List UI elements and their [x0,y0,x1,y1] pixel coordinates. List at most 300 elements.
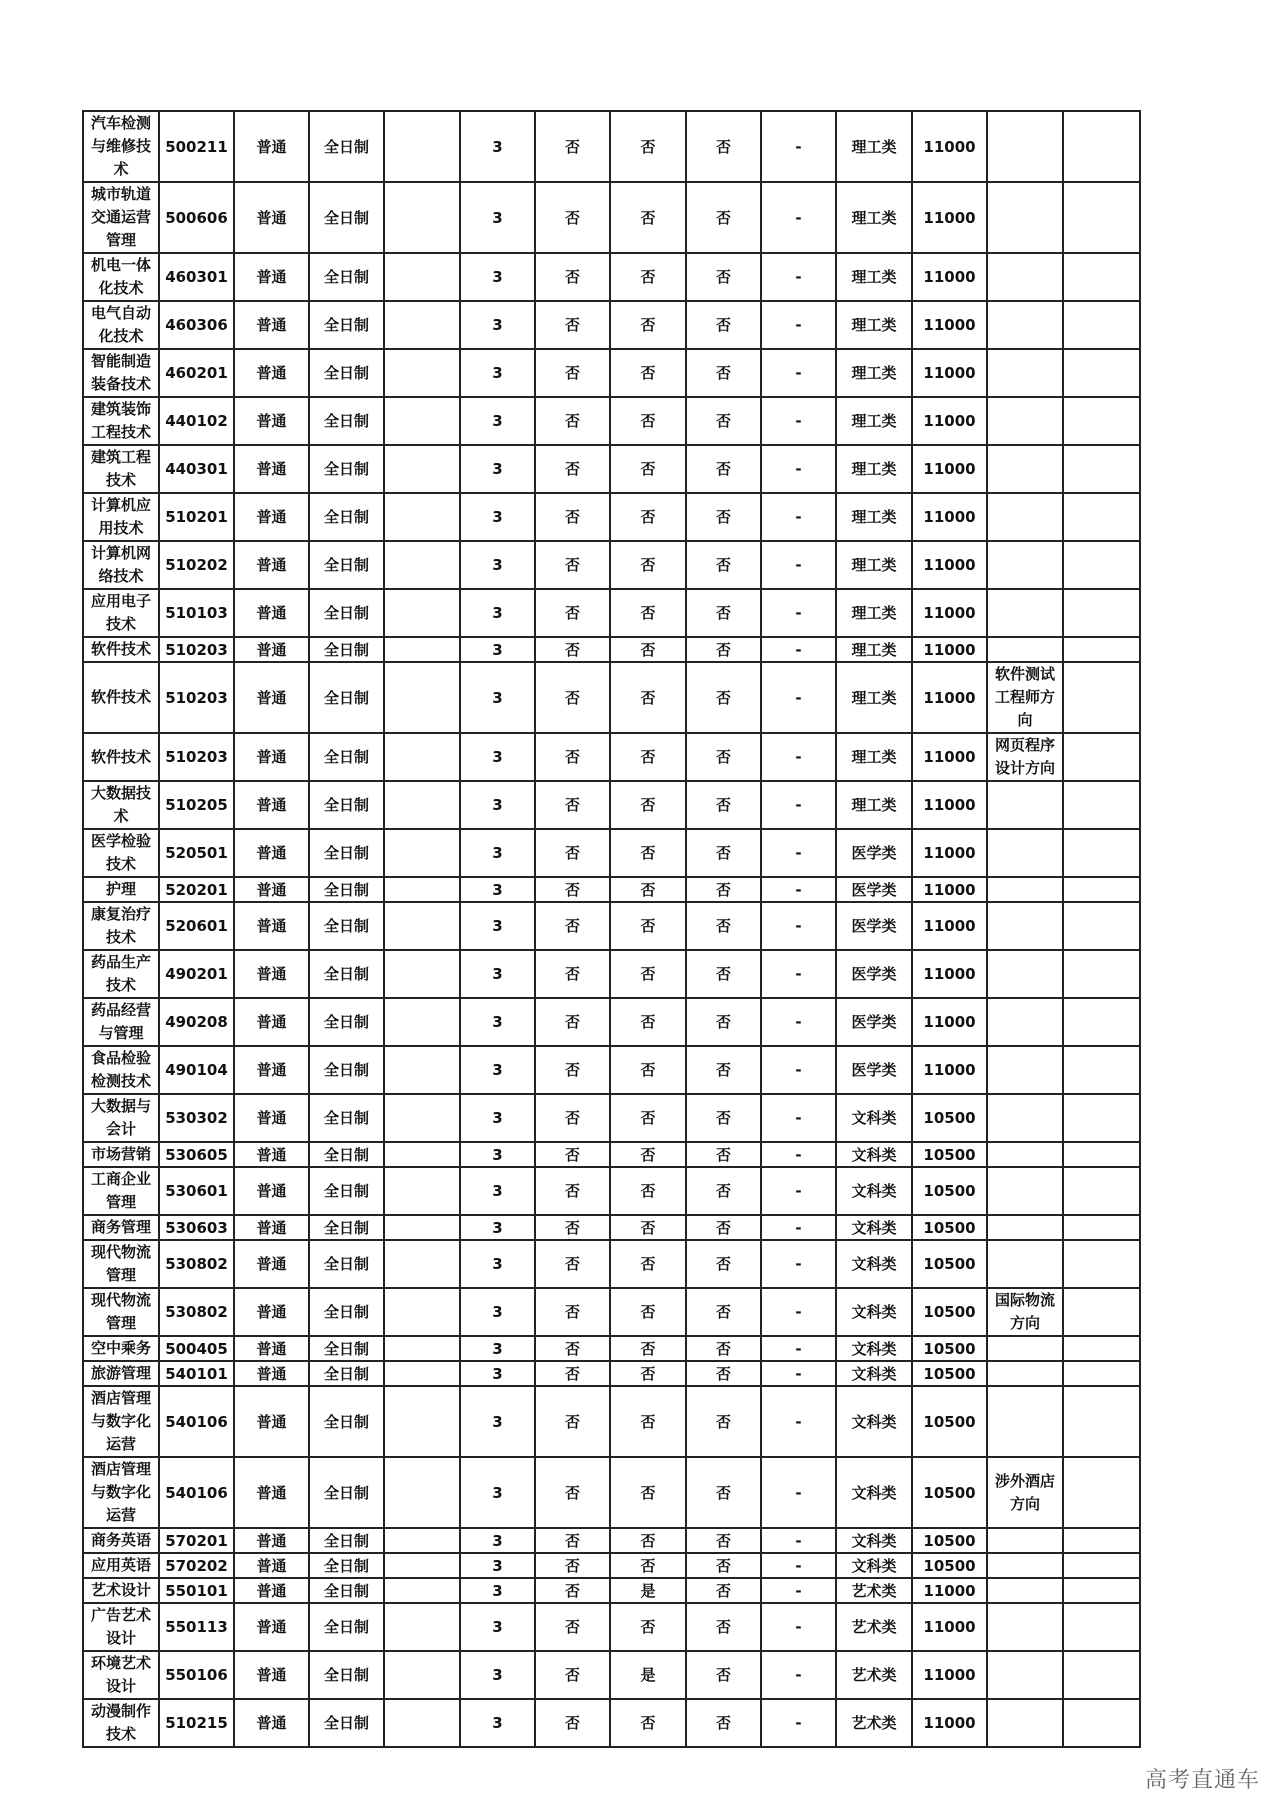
major-name-cell: 汽车检测与维修技术 [83,111,159,182]
flag-cell-3: 否 [686,111,761,182]
empty-cell-last [1063,301,1140,349]
empty-cell-last [1063,1336,1140,1361]
category-cell: 艺术类 [836,1699,912,1747]
dash-cell: - [761,541,836,589]
table-row [83,1603,1140,1651]
empty-cell-last [1063,1142,1140,1167]
table-row [83,1578,1140,1603]
dash-cell: - [761,1699,836,1747]
study-mode-cell: 全日制 [309,1215,384,1240]
category-cell: 文科类 [836,1240,912,1288]
table-body [83,111,1140,1747]
note-cell [987,349,1063,397]
tuition-cell: 11000 [912,301,987,349]
flag-cell-1: 否 [535,829,610,877]
flag-cell-1: 否 [535,1386,610,1457]
flag-cell-3: 否 [686,1142,761,1167]
study-type-cell: 普通 [234,829,309,877]
dash-cell: - [761,397,836,445]
study-type-cell: 普通 [234,902,309,950]
empty-cell-last [1063,397,1140,445]
empty-cell-last [1063,1361,1140,1386]
flag-cell-1: 否 [535,1046,610,1094]
major-code-cell: 520201 [159,877,234,902]
table-row [83,1336,1140,1361]
dash-cell: - [761,902,836,950]
dash-cell: - [761,662,836,733]
category-cell: 文科类 [836,1528,912,1553]
note-cell [987,1142,1063,1167]
major-code-cell: 540101 [159,1361,234,1386]
flag-cell-1: 否 [535,902,610,950]
flag-cell-2: 否 [610,111,686,182]
tuition-cell: 10500 [912,1457,987,1528]
flag-cell-3: 否 [686,301,761,349]
empty-cell [384,1142,460,1167]
empty-cell [384,1699,460,1747]
dash-cell: - [761,349,836,397]
category-cell: 理工类 [836,445,912,493]
note-cell [987,1240,1063,1288]
study-type-cell: 普通 [234,1167,309,1215]
empty-cell [384,493,460,541]
dash-cell: - [761,829,836,877]
flag-cell-2: 否 [610,1094,686,1142]
category-cell: 文科类 [836,1457,912,1528]
category-cell: 理工类 [836,541,912,589]
empty-cell [384,1553,460,1578]
flag-cell-2: 否 [610,1528,686,1553]
study-mode-cell: 全日制 [309,1553,384,1578]
category-cell: 文科类 [836,1215,912,1240]
empty-cell-last [1063,1215,1140,1240]
flag-cell-2: 否 [610,1240,686,1288]
empty-cell-last [1063,445,1140,493]
flag-cell-1: 否 [535,1336,610,1361]
table-row [83,1699,1140,1747]
empty-cell-last [1063,662,1140,733]
category-cell: 理工类 [836,781,912,829]
major-code-cell: 500211 [159,111,234,182]
study-type-cell: 普通 [234,1553,309,1578]
table-row [83,1553,1140,1578]
flag-cell-3: 否 [686,1578,761,1603]
dash-cell: - [761,1288,836,1336]
dash-cell: - [761,877,836,902]
empty-cell-last [1063,493,1140,541]
dash-cell: - [761,1578,836,1603]
table-row [83,733,1140,781]
dash-cell: - [761,253,836,301]
flag-cell-2: 否 [610,1046,686,1094]
major-name-cell: 护理 [83,877,159,902]
study-mode-cell: 全日制 [309,637,384,662]
major-code-cell: 510215 [159,1699,234,1747]
major-name-cell: 大数据与会计 [83,1094,159,1142]
major-code-cell: 530603 [159,1215,234,1240]
study-mode-cell: 全日制 [309,1094,384,1142]
note-cell [987,1046,1063,1094]
study-type-cell: 普通 [234,877,309,902]
table-row [83,998,1140,1046]
enrollment-table [82,110,1141,1748]
study-type-cell: 普通 [234,182,309,253]
dash-cell: - [761,1528,836,1553]
flag-cell-3: 否 [686,541,761,589]
duration-cell: 3 [460,253,535,301]
flag-cell-2: 否 [610,1288,686,1336]
category-cell: 理工类 [836,111,912,182]
dash-cell: - [761,493,836,541]
empty-cell [384,662,460,733]
empty-cell-last [1063,349,1140,397]
note-cell [987,1336,1063,1361]
study-type-cell: 普通 [234,1240,309,1288]
flag-cell-3: 否 [686,182,761,253]
major-name-cell: 酒店管理与数字化运营 [83,1386,159,1457]
major-name-cell: 市场营销 [83,1142,159,1167]
major-code-cell: 500606 [159,182,234,253]
study-mode-cell: 全日制 [309,902,384,950]
study-mode-cell: 全日制 [309,733,384,781]
flag-cell-2: 否 [610,637,686,662]
flag-cell-3: 否 [686,397,761,445]
empty-cell [384,397,460,445]
study-mode-cell: 全日制 [309,1361,384,1386]
major-code-cell: 510203 [159,733,234,781]
category-cell: 文科类 [836,1386,912,1457]
empty-cell [384,349,460,397]
dash-cell: - [761,182,836,253]
flag-cell-1: 否 [535,445,610,493]
duration-cell: 3 [460,1528,535,1553]
note-cell [987,998,1063,1046]
empty-cell-last [1063,1240,1140,1288]
study-mode-cell: 全日制 [309,829,384,877]
flag-cell-2: 否 [610,301,686,349]
table-row [83,301,1140,349]
major-name-cell: 广告艺术设计 [83,1603,159,1651]
duration-cell: 3 [460,1142,535,1167]
dash-cell: - [761,733,836,781]
empty-cell [384,1603,460,1651]
major-code-cell: 490104 [159,1046,234,1094]
major-code-cell: 550106 [159,1651,234,1699]
note-cell [987,950,1063,998]
study-type-cell: 普通 [234,998,309,1046]
flag-cell-2: 否 [610,253,686,301]
flag-cell-1: 否 [535,662,610,733]
major-code-cell: 440301 [159,445,234,493]
flag-cell-3: 否 [686,1603,761,1651]
major-name-cell: 应用电子技术 [83,589,159,637]
note-cell [987,541,1063,589]
table-row [83,1094,1140,1142]
duration-cell: 3 [460,1094,535,1142]
tuition-cell: 11000 [912,829,987,877]
study-type-cell: 普通 [234,589,309,637]
table-row [83,1046,1140,1094]
category-cell: 文科类 [836,1094,912,1142]
empty-cell-last [1063,1578,1140,1603]
flag-cell-2: 否 [610,182,686,253]
study-type-cell: 普通 [234,1457,309,1528]
tuition-cell: 11000 [912,397,987,445]
duration-cell: 3 [460,829,535,877]
flag-cell-1: 否 [535,1240,610,1288]
flag-cell-3: 否 [686,445,761,493]
category-cell: 理工类 [836,253,912,301]
dash-cell: - [761,445,836,493]
duration-cell: 3 [460,111,535,182]
tuition-cell: 11000 [912,1651,987,1699]
table-row [83,1240,1140,1288]
category-cell: 理工类 [836,301,912,349]
table-row [83,637,1140,662]
flag-cell-1: 否 [535,1699,610,1747]
flag-cell-1: 否 [535,1361,610,1386]
duration-cell: 3 [460,182,535,253]
duration-cell: 3 [460,733,535,781]
study-mode-cell: 全日制 [309,781,384,829]
empty-cell-last [1063,902,1140,950]
category-cell: 文科类 [836,1553,912,1578]
flag-cell-3: 否 [686,781,761,829]
note-cell [987,493,1063,541]
major-code-cell: 490208 [159,998,234,1046]
empty-cell [384,445,460,493]
note-cell [987,1603,1063,1651]
empty-cell [384,541,460,589]
flag-cell-3: 否 [686,1528,761,1553]
flag-cell-3: 否 [686,733,761,781]
major-code-cell: 460306 [159,301,234,349]
tuition-cell: 11000 [912,1578,987,1603]
major-code-cell: 530802 [159,1240,234,1288]
flag-cell-1: 否 [535,1215,610,1240]
tuition-cell: 11000 [912,493,987,541]
flag-cell-3: 否 [686,1288,761,1336]
tuition-cell: 11000 [912,733,987,781]
study-type-cell: 普通 [234,1578,309,1603]
flag-cell-1: 否 [535,998,610,1046]
flag-cell-2: 否 [610,1553,686,1578]
flag-cell-3: 否 [686,902,761,950]
category-cell: 文科类 [836,1142,912,1167]
flag-cell-3: 否 [686,589,761,637]
category-cell: 文科类 [836,1167,912,1215]
empty-cell-last [1063,182,1140,253]
study-type-cell: 普通 [234,781,309,829]
dash-cell: - [761,1553,836,1578]
category-cell: 文科类 [836,1336,912,1361]
empty-cell-last [1063,829,1140,877]
major-name-cell: 软件技术 [83,637,159,662]
major-code-cell: 510103 [159,589,234,637]
empty-cell [384,589,460,637]
study-mode-cell: 全日制 [309,301,384,349]
dash-cell: - [761,589,836,637]
empty-cell [384,1361,460,1386]
note-cell [987,253,1063,301]
flag-cell-2: 是 [610,1578,686,1603]
category-cell: 理工类 [836,662,912,733]
major-code-cell: 540106 [159,1386,234,1457]
duration-cell: 3 [460,493,535,541]
flag-cell-1: 否 [535,541,610,589]
tuition-cell: 11000 [912,253,987,301]
table-row [83,1386,1140,1457]
note-cell [987,637,1063,662]
duration-cell: 3 [460,589,535,637]
tuition-cell: 11000 [912,998,987,1046]
study-type-cell: 普通 [234,445,309,493]
duration-cell: 3 [460,1336,535,1361]
flag-cell-3: 否 [686,637,761,662]
duration-cell: 3 [460,998,535,1046]
flag-cell-2: 否 [610,445,686,493]
major-name-cell: 智能制造装备技术 [83,349,159,397]
table-row [83,1528,1140,1553]
flag-cell-1: 否 [535,1553,610,1578]
empty-cell-last [1063,1094,1140,1142]
empty-cell [384,902,460,950]
flag-cell-2: 否 [610,589,686,637]
tuition-cell: 11000 [912,1046,987,1094]
empty-cell [384,1336,460,1361]
flag-cell-2: 否 [610,1215,686,1240]
category-cell: 医学类 [836,877,912,902]
category-cell: 医学类 [836,1046,912,1094]
major-name-cell: 艺术设计 [83,1578,159,1603]
watermark-text: 高考直通车 [1144,1768,1260,1793]
study-type-cell: 普通 [234,1386,309,1457]
flag-cell-1: 否 [535,1094,610,1142]
dash-cell: - [761,1386,836,1457]
note-cell [987,1361,1063,1386]
major-code-cell: 550113 [159,1603,234,1651]
category-cell: 文科类 [836,1361,912,1386]
duration-cell: 3 [460,877,535,902]
empty-cell [384,253,460,301]
major-code-cell: 520501 [159,829,234,877]
category-cell: 艺术类 [836,1603,912,1651]
study-type-cell: 普通 [234,111,309,182]
tuition-cell: 10500 [912,1553,987,1578]
flag-cell-3: 否 [686,662,761,733]
empty-cell [384,829,460,877]
empty-cell-last [1063,1046,1140,1094]
study-type-cell: 普通 [234,1361,309,1386]
duration-cell: 3 [460,1240,535,1288]
duration-cell: 3 [460,662,535,733]
tuition-cell: 10500 [912,1142,987,1167]
dash-cell: - [761,1167,836,1215]
major-name-cell: 建筑装饰工程技术 [83,397,159,445]
duration-cell: 3 [460,1553,535,1578]
flag-cell-1: 否 [535,877,610,902]
flag-cell-3: 否 [686,1336,761,1361]
major-name-cell: 旅游管理 [83,1361,159,1386]
major-name-cell: 现代物流管理 [83,1288,159,1336]
study-mode-cell: 全日制 [309,1457,384,1528]
category-cell: 理工类 [836,397,912,445]
study-type-cell: 普通 [234,349,309,397]
category-cell: 文科类 [836,1288,912,1336]
tuition-cell: 11000 [912,781,987,829]
table-row [83,541,1140,589]
duration-cell: 3 [460,1288,535,1336]
tuition-cell: 11000 [912,950,987,998]
major-name-cell: 计算机网络技术 [83,541,159,589]
note-cell [987,829,1063,877]
tuition-cell: 11000 [912,1603,987,1651]
study-mode-cell: 全日制 [309,1699,384,1747]
note-cell [987,1699,1063,1747]
major-code-cell: 530302 [159,1094,234,1142]
flag-cell-3: 否 [686,493,761,541]
flag-cell-3: 否 [686,998,761,1046]
empty-cell [384,1578,460,1603]
flag-cell-2: 否 [610,1142,686,1167]
dash-cell: - [761,950,836,998]
major-name-cell: 电气自动化技术 [83,301,159,349]
flag-cell-1: 否 [535,493,610,541]
study-type-cell: 普通 [234,1215,309,1240]
study-mode-cell: 全日制 [309,998,384,1046]
duration-cell: 3 [460,1167,535,1215]
dash-cell: - [761,1457,836,1528]
study-type-cell: 普通 [234,1142,309,1167]
table-row [83,902,1140,950]
note-cell: 软件测试工程师方向 [987,662,1063,733]
flag-cell-1: 否 [535,1528,610,1553]
dash-cell: - [761,1240,836,1288]
table-row [83,589,1140,637]
category-cell: 理工类 [836,493,912,541]
major-name-cell: 软件技术 [83,662,159,733]
empty-cell [384,1651,460,1699]
tuition-cell: 11000 [912,445,987,493]
major-code-cell: 490201 [159,950,234,998]
flag-cell-1: 否 [535,950,610,998]
note-cell [987,111,1063,182]
flag-cell-2: 否 [610,1336,686,1361]
flag-cell-1: 否 [535,1142,610,1167]
flag-cell-3: 否 [686,1094,761,1142]
tuition-cell: 10500 [912,1528,987,1553]
dash-cell: - [761,637,836,662]
category-cell: 理工类 [836,589,912,637]
study-mode-cell: 全日制 [309,1386,384,1457]
study-mode-cell: 全日制 [309,182,384,253]
table-row [83,182,1140,253]
empty-cell-last [1063,637,1140,662]
empty-cell [384,111,460,182]
study-type-cell: 普通 [234,1046,309,1094]
tuition-cell: 11000 [912,182,987,253]
major-code-cell: 460301 [159,253,234,301]
flag-cell-2: 否 [610,349,686,397]
empty-cell [384,637,460,662]
empty-cell [384,1528,460,1553]
empty-cell [384,301,460,349]
table-row [83,397,1140,445]
note-cell [987,1167,1063,1215]
dash-cell: - [761,1361,836,1386]
flag-cell-3: 否 [686,1386,761,1457]
flag-cell-3: 否 [686,1240,761,1288]
